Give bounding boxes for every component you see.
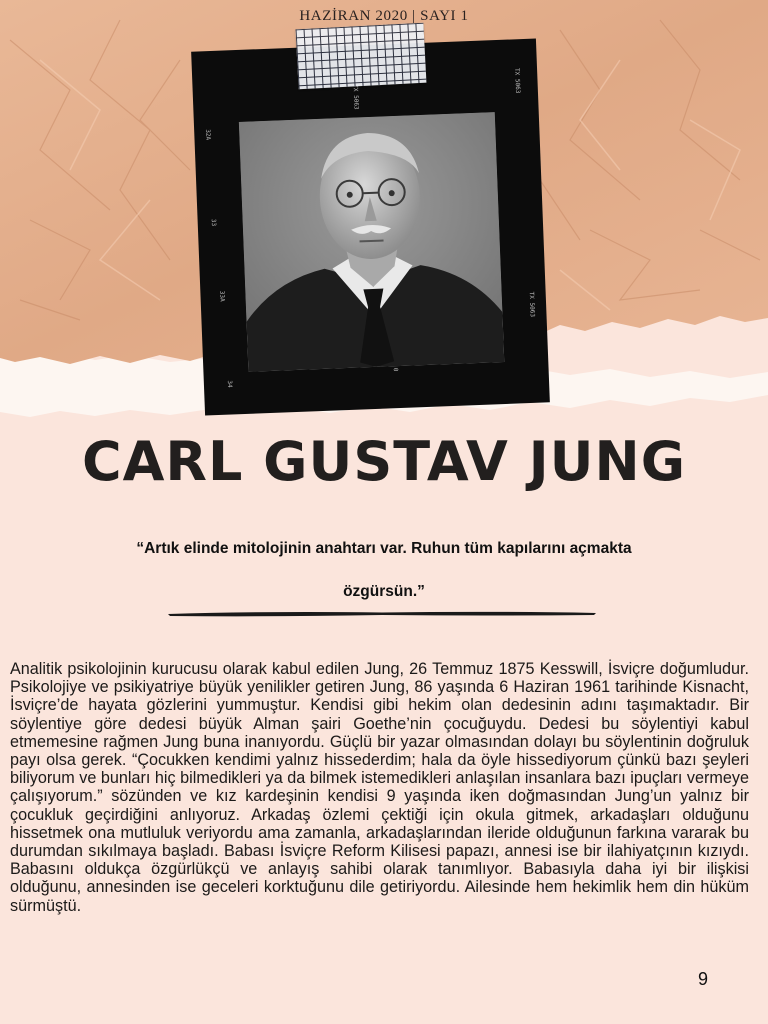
film-code: TX 5063: [351, 84, 360, 110]
article-title: CARL GUSTAV JUNG: [81, 430, 687, 493]
checkered-tape: [296, 23, 427, 90]
film-code: 34: [225, 380, 234, 388]
film-negative-frame: [191, 39, 550, 416]
film-code: TX 5063: [513, 67, 522, 94]
page-number: 9: [698, 969, 709, 989]
issue-header: HAZİRAN 2020 | SAYI 1: [299, 8, 469, 24]
brush-stroke-divider: [166, 605, 598, 615]
film-code: 32A: [204, 129, 212, 141]
portrait-photo: [239, 112, 504, 372]
quote-line-2: özgürsün.”: [343, 583, 425, 600]
film-code: 0: [391, 367, 399, 372]
article-body: Analitik psikolojinin kurucusu olarak kabul edilen Jung, 26 Temmuz 1875 Kesswill, İsviçre doğumludur. Psikolojiye ve psikiyatriye büyük yenilikler getiren Jung, 86 yaşında 6 Haziran 1961 tarihinde Kisnacht, İsviçre’de hayata gözlerini yummuştur. Kendisi gibi hekim olan dedesinin adını taşımaktadır. Bir söylentiye göre dedesi büyük Alman şairi Goethe’nin çocuğuydu. Dedesi bu söylentiyi kabul etmemesine rağmen Jung buna inanıyordu. Güçlü bir yazar olmasından dolayı bu söylentinin doğruluk payı olsa gerek. “Çocukken kendimi yalnız hissederdim; hala da öyle hissediyorum çünkü bazı şeyleri biliyorum ve bunları hiç bilmedikleri ya da bilmek istemedikleri anlaşılan insanlara bazı ipuçları vermeye çalışıyorum.” sözünden ve kız kardeşinin kendisi 9 yaşında iken doğmasından Jung’un yalnız bir çocukluk geçirdiğini anlıyoruz. Arkadaş özlemi çektiği için okula gitmek, arkadaşları olduğunu hissetmek ona mutluluk veriyordu ama zamanla, arkadaşlarından ileride olduğunun farkına vararak bu durumdan sıkılmaya başladı. Babası İsviçre Reform Kilisesi papazı, annesi ise bir ilahiyatçının kızıydı. Babasını oldukça özgürlükçü ve anlayış sahibi olarak tanımlıyor. Babasıyla daha iyi bir ilişkisi olduğunu, annesinden ise geceleri korktuğunu dile getiriyordu. Ailesinde hem hekimlik hem din hüküm sürmüştü.: [10, 660, 749, 915]
quote-line-1: “Artık elinde mitolojinin anahtarı var. Ruhun tüm kapılarını açmakta: [136, 540, 632, 557]
film-code: 33A: [218, 290, 226, 302]
film-code: TX 5063: [527, 291, 536, 318]
film-code: 33: [209, 218, 217, 227]
